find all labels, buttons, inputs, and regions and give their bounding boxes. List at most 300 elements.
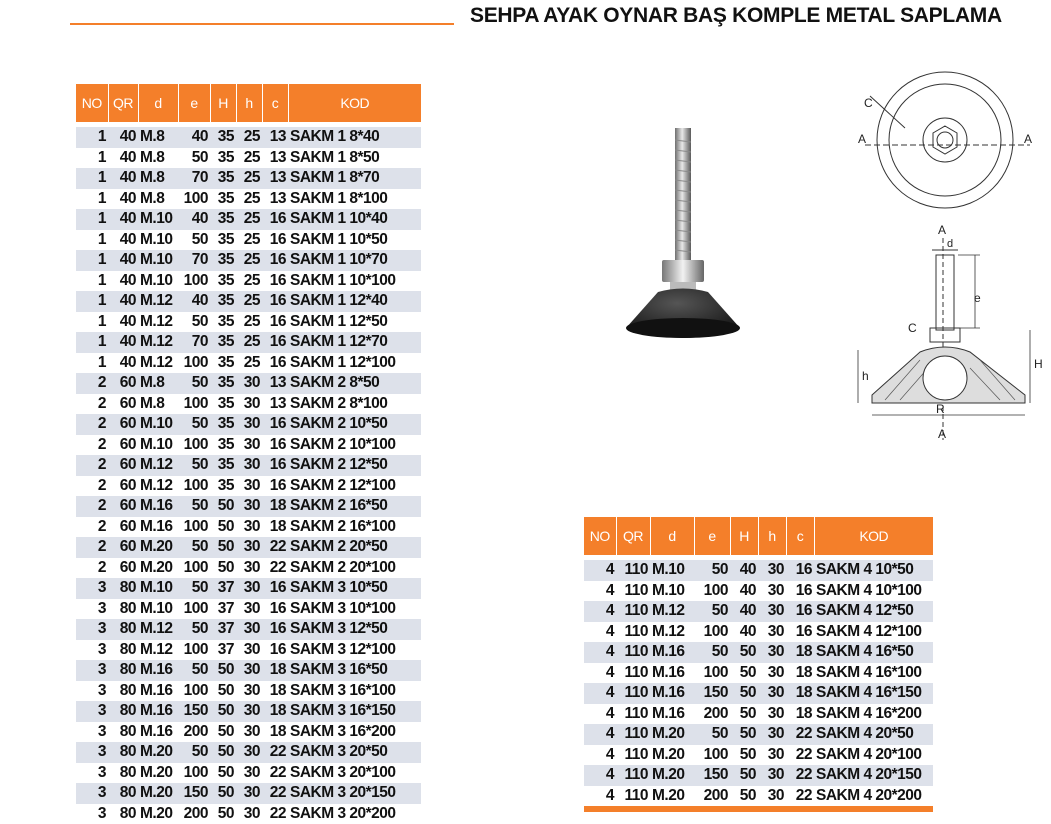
table-cell: 150: [178, 783, 210, 804]
table-cell: SAKM 1 12*40: [288, 291, 421, 312]
table-cell: 100: [183, 435, 208, 453]
table-cell: 35: [210, 250, 236, 271]
label-h-big: H: [1034, 357, 1043, 371]
table-cell: M.20: [138, 783, 178, 804]
table-cell: 30: [767, 745, 784, 763]
stud: [936, 255, 954, 330]
table-cell: 80: [108, 742, 138, 763]
table-cell: 30: [236, 414, 262, 435]
table-cell: 13: [262, 168, 288, 189]
table-cell: 100: [183, 599, 208, 617]
table-cell: 30: [243, 517, 260, 535]
table-cell: 1: [76, 168, 108, 189]
table-cell: 200: [183, 804, 208, 822]
table-row: [584, 560, 933, 581]
table-cell: 30: [236, 619, 262, 640]
table-cell: 60: [119, 517, 136, 535]
table-cell: 35: [210, 373, 236, 394]
table-row: [76, 127, 421, 148]
table-cell: 50: [210, 701, 236, 722]
table-cell: 22: [269, 804, 286, 822]
table-row: [76, 353, 421, 374]
table-cell: 50: [178, 619, 210, 640]
table-cell: 22: [269, 558, 286, 576]
table-cell: 3: [97, 763, 106, 781]
table-cell: 110: [616, 601, 650, 622]
table-cell: 50: [739, 663, 756, 681]
table-cell: 2: [97, 517, 106, 535]
table-cell: SAKM 4 16*50: [814, 642, 933, 663]
table-row: [76, 722, 421, 743]
table-cell: 3: [97, 640, 106, 658]
table-row: [76, 168, 421, 189]
table-cell: 40: [119, 189, 136, 207]
table-cell: SAKM 1 12*100: [290, 353, 396, 371]
table-cell: 22: [262, 783, 288, 804]
table-cell: 50: [217, 763, 234, 781]
table-cell: M.16: [140, 517, 173, 535]
table-cell: SAKM 4 16*100: [816, 663, 922, 681]
table-row: [76, 517, 421, 538]
table-cell: M.10: [140, 435, 173, 453]
table-cell: 1: [97, 189, 106, 207]
table-cell: 1: [97, 271, 106, 289]
table-cell: 100: [703, 663, 728, 681]
table-row: [584, 622, 933, 643]
table-cell: SAKM 2 10*50: [288, 414, 421, 435]
table-cell: 50: [210, 742, 236, 763]
table-cell: 25: [243, 230, 260, 248]
table-cell: 3: [76, 619, 108, 640]
table-cell: 50: [217, 558, 234, 576]
table-cell: 16: [795, 622, 812, 640]
table-cell: SAKM 2 20*100: [290, 558, 396, 576]
table-cell: 18: [795, 704, 812, 722]
table-cell: 70: [178, 250, 210, 271]
table-cell: 2: [97, 476, 106, 494]
table-cell: 4: [584, 765, 616, 786]
table-cell: M.16: [140, 722, 173, 740]
table-cell: 110: [624, 622, 648, 640]
ball-joint: [923, 356, 967, 400]
spec-table-main: [76, 84, 421, 824]
table-cell: 30: [243, 804, 260, 822]
table-cell: 30: [243, 476, 260, 494]
table-cell: 110: [616, 642, 650, 663]
label-a-left: A: [858, 132, 867, 146]
technical-drawing: [850, 70, 1050, 450]
table-cell: 4: [584, 601, 616, 622]
table-cell: SAKM 1 8*70: [288, 168, 421, 189]
table-cell: M.16: [650, 642, 694, 663]
table-cell: 100: [183, 517, 208, 535]
table-cell: SAKM 2 10*100: [290, 435, 396, 453]
table-row: [76, 271, 421, 292]
table-cell: SAKM 4 20*200: [816, 786, 922, 804]
table-row: [76, 804, 421, 824]
table-cell: 50: [739, 745, 756, 763]
table-row: [76, 312, 421, 333]
table-row: [76, 619, 421, 640]
table-cell: 13: [262, 373, 288, 394]
table-cell: M.10: [140, 230, 173, 248]
table-cell: 80: [119, 763, 136, 781]
label-e: e: [974, 291, 981, 305]
table-cell: 100: [183, 353, 208, 371]
table-cell: 30: [767, 581, 784, 599]
table-row: [584, 765, 933, 786]
table-cell: 30: [243, 640, 260, 658]
table-cell: SAKM 4 20*50: [814, 724, 933, 745]
table-cell: 1: [97, 148, 106, 166]
table-cell: 13: [269, 148, 286, 166]
table-row: [584, 724, 933, 745]
top-view-outer-circle: [877, 72, 1013, 208]
table-row: [76, 742, 421, 763]
table-cell: 22: [795, 745, 812, 763]
table-cell: 60: [119, 476, 136, 494]
table-cell: 40: [108, 291, 138, 312]
table-cell: 40: [178, 209, 210, 230]
table-cell: 40: [739, 622, 756, 640]
table-cell: 4: [605, 704, 614, 722]
table-cell: 60: [119, 435, 136, 453]
table-cell: 25: [243, 189, 260, 207]
table-row: [584, 663, 933, 684]
table-cell: 22: [786, 765, 814, 786]
table-cell: 50: [217, 722, 234, 740]
table-cell: 30: [767, 663, 784, 681]
table-cell: 40: [178, 291, 210, 312]
table-cell: 16: [262, 455, 288, 476]
table-cell: 50: [210, 783, 236, 804]
table-row: [76, 291, 421, 312]
table-cell: 4: [605, 786, 614, 804]
label-c-side: C: [908, 321, 917, 335]
table-cell: SAKM 4 12*50: [814, 601, 933, 622]
table-cell: 22: [786, 724, 814, 745]
table-cell: SAKM 2 16*50: [288, 496, 421, 517]
table-cell: 1: [97, 353, 106, 371]
table-cell: 1: [76, 209, 108, 230]
table-cell: 60: [119, 394, 136, 412]
column-header: H: [730, 517, 758, 555]
table-cell: 4: [605, 622, 614, 640]
table-cell: M.10: [652, 581, 685, 599]
table-cell: 80: [119, 599, 136, 617]
table-cell: M.10: [138, 414, 178, 435]
table-bottom-bar: [584, 806, 933, 812]
table-cell: M.8: [140, 394, 165, 412]
table-cell: M.12: [138, 619, 178, 640]
table-row: [76, 455, 421, 476]
table-cell: 80: [108, 578, 138, 599]
table-cell: 18: [262, 660, 288, 681]
table-cell: 40: [739, 581, 756, 599]
title-underline: [70, 23, 454, 25]
table-cell: 50: [217, 517, 234, 535]
table-cell: 16: [262, 209, 288, 230]
table-cell: 40: [119, 148, 136, 166]
table-cell: 50: [178, 414, 210, 435]
column-header: NO: [584, 517, 616, 555]
table-cell: 110: [624, 663, 648, 681]
table-cell: SAKM 1 8*50: [290, 148, 380, 166]
table-cell: SAKM 1 8*40: [288, 127, 421, 148]
table-cell: 18: [262, 701, 288, 722]
table-cell: 16: [262, 332, 288, 353]
table-cell: 50: [730, 724, 758, 745]
table-cell: 4: [584, 683, 616, 704]
table-cell: 50: [178, 496, 210, 517]
table-cell: 25: [236, 168, 262, 189]
table-cell: 50: [739, 704, 756, 722]
table-cell: 2: [76, 537, 108, 558]
table-cell: 50: [178, 578, 210, 599]
table-cell: M.12: [140, 640, 173, 658]
table-cell: 25: [243, 148, 260, 166]
table-cell: SAKM 4 20*150: [814, 765, 933, 786]
table-cell: 200: [183, 722, 208, 740]
table-cell: M.16: [138, 701, 178, 722]
table-cell: 40: [108, 250, 138, 271]
table-cell: 3: [97, 681, 106, 699]
table-cell: M.20: [652, 745, 685, 763]
table-cell: M.8: [138, 373, 178, 394]
table-cell: SAKM 4 16*200: [816, 704, 922, 722]
table-cell: 2: [97, 558, 106, 576]
table-cell: SAKM 2 12*100: [290, 476, 396, 494]
table-cell: 50: [739, 786, 756, 804]
table-cell: 35: [210, 291, 236, 312]
table-cell: SAKM 1 12*70: [288, 332, 421, 353]
table-cell: 70: [178, 332, 210, 353]
table-cell: 50: [694, 560, 730, 581]
table-cell: 25: [243, 312, 260, 330]
label-c-top: C: [864, 96, 873, 110]
table-cell: 3: [76, 701, 108, 722]
table-cell: M.12: [138, 332, 178, 353]
table-cell: 100: [703, 581, 728, 599]
table-cell: 1: [97, 312, 106, 330]
table-cell: 16: [786, 560, 814, 581]
table-cell: 37: [217, 640, 234, 658]
table-cell: 100: [183, 763, 208, 781]
table-cell: M.10: [140, 599, 173, 617]
table-cell: 30: [236, 783, 262, 804]
table-cell: 50: [694, 601, 730, 622]
label-a-side-top: A: [938, 223, 947, 237]
table-cell: 30: [758, 724, 786, 745]
table-cell: 40: [108, 127, 138, 148]
table-cell: 60: [108, 537, 138, 558]
table-cell: 16: [262, 250, 288, 271]
table-header-row: [584, 517, 933, 555]
table-cell: M.12: [140, 312, 173, 330]
label-h-small: h: [862, 369, 869, 383]
table-cell: 13: [262, 127, 288, 148]
table-cell: 100: [703, 622, 728, 640]
table-cell: 18: [269, 517, 286, 535]
table-row: [76, 148, 421, 169]
table-cell: 35: [210, 168, 236, 189]
table-cell: 1: [76, 332, 108, 353]
table-cell: 100: [183, 681, 208, 699]
table-cell: 25: [236, 209, 262, 230]
table-cell: SAKM 1 10*70: [288, 250, 421, 271]
table-cell: 100: [183, 271, 208, 289]
table-cell: 3: [76, 660, 108, 681]
table-cell: M.10: [138, 209, 178, 230]
table-row: [584, 704, 933, 725]
table-cell: SAKM 4 10*100: [816, 581, 922, 599]
table-cell: 50: [178, 742, 210, 763]
table-cell: SAKM 1 10*100: [290, 271, 396, 289]
table-cell: 2: [76, 496, 108, 517]
table-cell: 18: [262, 496, 288, 517]
table-cell: 150: [694, 683, 730, 704]
table-cell: 80: [119, 804, 136, 822]
column-header: c: [262, 84, 288, 122]
table-cell: 35: [210, 127, 236, 148]
table-cell: M.20: [652, 786, 685, 804]
table-cell: 200: [703, 786, 728, 804]
table-cell: M.8: [138, 168, 178, 189]
table-cell: 16: [262, 291, 288, 312]
table-cell: 2: [76, 373, 108, 394]
column-header: e: [178, 84, 210, 122]
table-cell: 50: [178, 373, 210, 394]
table-cell: SAKM 2 16*100: [290, 517, 396, 535]
table-cell: 80: [108, 619, 138, 640]
table-cell: M.8: [140, 189, 165, 207]
table-row: [584, 581, 933, 602]
table-cell: 37: [210, 619, 236, 640]
table-cell: 2: [97, 394, 106, 412]
table-cell: 30: [767, 704, 784, 722]
table-cell: 25: [236, 250, 262, 271]
table-cell: 4: [584, 642, 616, 663]
table-cell: M.10: [138, 250, 178, 271]
table-cell: 2: [97, 435, 106, 453]
column-header: h: [236, 84, 262, 122]
table-cell: 30: [243, 558, 260, 576]
table-cell: 35: [217, 353, 234, 371]
spec-table-size-4: [584, 517, 933, 806]
column-header: H: [210, 84, 236, 122]
table-cell: 16: [262, 578, 288, 599]
table-cell: 30: [236, 701, 262, 722]
table-cell: 110: [616, 560, 650, 581]
table-header-row: [76, 84, 421, 122]
table-cell: 1: [76, 250, 108, 271]
table-cell: 100: [183, 189, 208, 207]
table-cell: 35: [217, 189, 234, 207]
table-cell: SAKM 2 8*100: [290, 394, 388, 412]
table-cell: 70: [178, 168, 210, 189]
table-cell: 50: [694, 642, 730, 663]
table-cell: 30: [236, 537, 262, 558]
table-cell: 50: [694, 724, 730, 745]
table-cell: 25: [236, 291, 262, 312]
table-cell: 60: [108, 414, 138, 435]
table-cell: 35: [217, 476, 234, 494]
table-cell: SAKM 3 20*50: [288, 742, 421, 763]
table-cell: 50: [210, 496, 236, 517]
table-cell: 22: [795, 786, 812, 804]
table-cell: 30: [758, 642, 786, 663]
table-cell: 60: [108, 455, 138, 476]
table-cell: 80: [108, 701, 138, 722]
table-cell: M.20: [140, 763, 173, 781]
table-cell: 50: [178, 537, 210, 558]
table-cell: 18: [786, 683, 814, 704]
table-row: [76, 373, 421, 394]
table-row: [584, 683, 933, 704]
table-cell: 35: [210, 414, 236, 435]
table-cell: 100: [703, 745, 728, 763]
table-cell: SAKM 4 12*100: [816, 622, 922, 640]
table-cell: M.12: [140, 353, 173, 371]
table-row: [76, 701, 421, 722]
table-row: [76, 209, 421, 230]
table-cell: 30: [767, 786, 784, 804]
label-a-right: A: [1024, 132, 1033, 146]
table-cell: 4: [584, 724, 616, 745]
table-cell: 80: [108, 660, 138, 681]
table-cell: 2: [76, 455, 108, 476]
table-cell: 18: [786, 642, 814, 663]
table-cell: SAKM 3 10*100: [290, 599, 396, 617]
column-header: h: [758, 517, 786, 555]
table-cell: 4: [605, 745, 614, 763]
table-cell: 30: [243, 394, 260, 412]
table-cell: M.10: [138, 578, 178, 599]
table-cell: 40: [730, 560, 758, 581]
table-cell: SAKM 3 12*100: [290, 640, 396, 658]
table-cell: 50: [210, 537, 236, 558]
table-row: [584, 745, 933, 766]
table-cell: SAKM 1 10*50: [290, 230, 388, 248]
table-cell: 40: [108, 168, 138, 189]
table-cell: 3: [97, 804, 106, 822]
table-cell: M.20: [138, 742, 178, 763]
table-cell: 80: [119, 722, 136, 740]
table-cell: 50: [730, 765, 758, 786]
table-cell: SAKM 3 16*200: [290, 722, 396, 740]
table-cell: 16: [269, 640, 286, 658]
table-cell: SAKM 3 10*50: [288, 578, 421, 599]
table-cell: SAKM 3 12*50: [288, 619, 421, 640]
table-cell: M.12: [140, 476, 173, 494]
table-cell: 110: [616, 683, 650, 704]
threaded-rod: [675, 128, 691, 263]
table-cell: 4: [605, 581, 614, 599]
table-cell: 3: [97, 599, 106, 617]
table-cell: SAKM 2 12*50: [288, 455, 421, 476]
table-row: [76, 537, 421, 558]
table-cell: 22: [262, 537, 288, 558]
table-cell: 110: [616, 765, 650, 786]
table-cell: 22: [262, 742, 288, 763]
table-cell: 16: [269, 599, 286, 617]
table-cell: 16: [269, 435, 286, 453]
table-cell: 40: [108, 332, 138, 353]
table-cell: 30: [758, 560, 786, 581]
table-row: [76, 640, 421, 661]
table-cell: M.16: [652, 704, 685, 722]
table-cell: 16: [262, 619, 288, 640]
